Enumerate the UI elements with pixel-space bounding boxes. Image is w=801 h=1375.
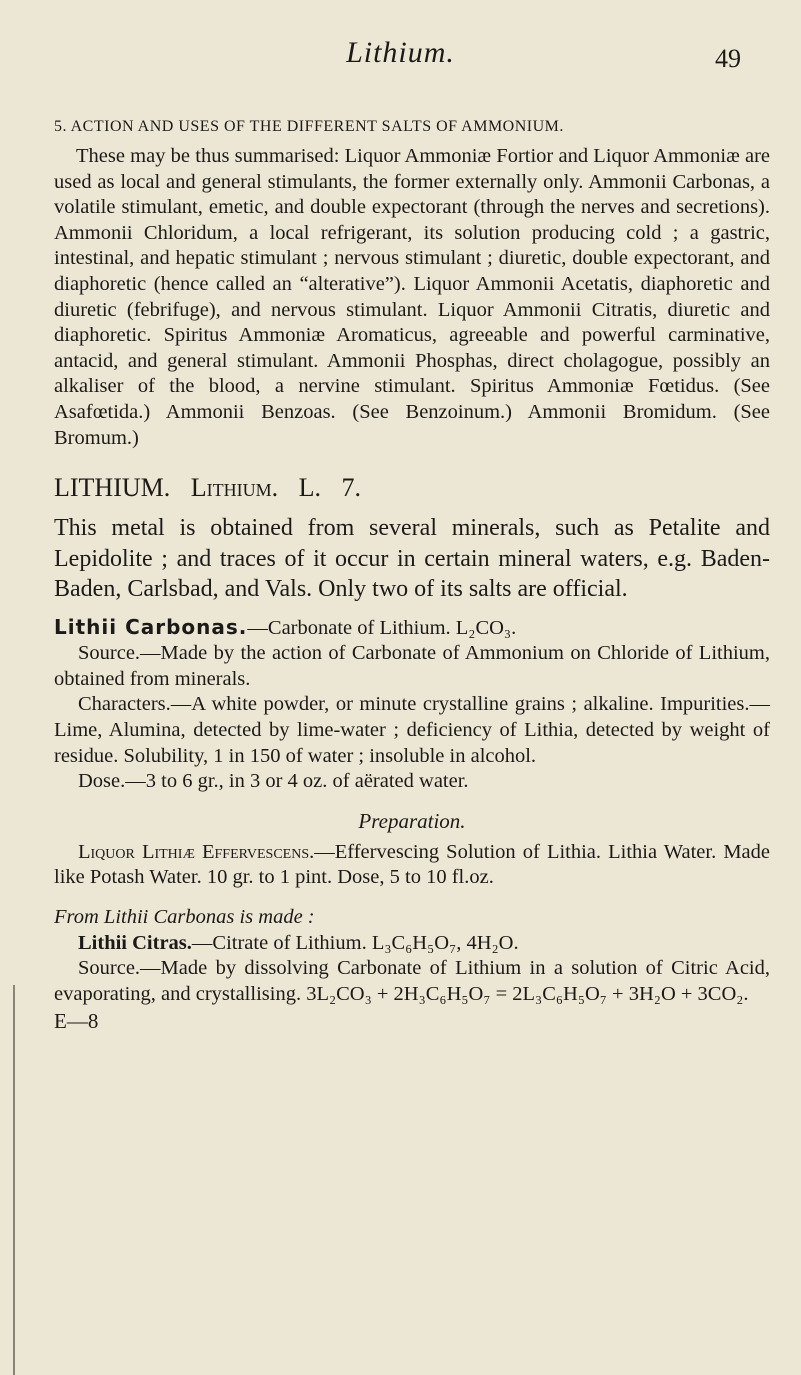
carbonas-dose: Dose.—3 to 6 gr., in 3 or 4 oz. of aërated water.	[78, 770, 469, 793]
lithium-atomic-weight: 7.	[341, 473, 362, 503]
citras-entry	[54, 931, 770, 957]
page-header	[0, 36, 801, 96]
preparation-heading: Preparation.	[358, 808, 466, 833]
binding-edge-line	[13, 985, 15, 1375]
section-heading: 5. ACTION AND USES OF THE DIFFERENT SALTS OF AMMONIUM.	[54, 118, 564, 135]
lithium-name: Lithium.	[190, 473, 279, 503]
citras-source: Source.—Made by dissolving Carbonate of Lithium in a solution of Citric Acid, evaporating, and crystallising. 3L₂CO₃ + 2H₃C₆H₅O₇ = 2L₃C₆H₅O₇ + 3H₂O + 3CO₂.	[54, 957, 770, 1005]
body-text	[54, 118, 770, 1034]
ammonium-salts-summary: These may be thus summarised: Liquor Ammoniæ Fortior and Liquor Ammoniæ are used as local and general stimulants, the former externally only. Ammonii Carbonas, a volatile stimulant, emetic, and double expectorant (through the nerves and secretions). Ammonii Chloridum, a local refrigerant, its solution producing cold ; a gastric, intestinal, and hepatic stimulant ; nervous stimulant ; diuretic, double expectorant, and diaphoretic (hence called an “alterative”). Liquor Ammonii Acetatis, diaphoretic and diuretic (febrifuge), and nervous stimulant. Liquor Ammonii Citratis, diuretic and diaphoretic. Spiritus Ammoniæ Aromaticus, agreeable and powerful carminative, antacid, and general stimulant. Ammonii Phosphas, direct cholagogue, possibly an alkaliser of the blood, a nervine stimulant. Spiritus Ammoniæ Fœtidus. (See Asafœtida.) Ammonii Benzoas. (See Benzoinum.) Ammonii Bromidum. (See Bromum.)	[54, 145, 770, 449]
page-number: 49	[715, 44, 741, 73]
lithium-intro: This metal is obtained from several minerals, such as Petalite and Lepidolite ; and traces of it occur in certain mineral waters, e.g. Baden-Baden, Carlsbad, and Vals. Only two of its salts are official.	[54, 515, 770, 603]
preparation-name: Liquor Lithiæ Effervescens.	[78, 840, 315, 863]
preparation-entry	[54, 840, 770, 891]
carbonas-characters: Characters.—A white powder, or minute crystalline grains ; alkaline. Impurities.—Lime, Alumina, detected by lime-water ; deficiency of Lithia, detected by weight of residue. Solubility, 1 in 150 of water ; insoluble in alcohol.	[54, 693, 770, 767]
citras-title: Lithii Citras.	[78, 931, 192, 954]
carbonas-source: Source.—Made by the action of Carbonate of Ammonium on Chloride of Lithium, obtained from minerals.	[54, 642, 770, 690]
lithium-heading	[54, 473, 770, 503]
signature-mark: E—8	[54, 1009, 99, 1034]
lithium-title: LITHIUM.	[54, 473, 171, 503]
preparation-text: —Effervescing Solution of Lithia. Lithia Water. Made like Potash Water. 10 gr. to 1 pint. Dose, 5 to 10 fl.oz.	[54, 840, 770, 889]
running-title: Lithium.	[346, 36, 455, 69]
citras-description: —Citrate of Lithium. L₃C₆H₅O₇, 4H₂O.	[191, 931, 519, 954]
carbonas-description: —Carbonate of Lithium. L₂CO₃.	[247, 616, 517, 639]
carbonas-entry	[54, 615, 770, 642]
lithium-symbol: L.	[298, 473, 322, 503]
citras-from-line: From Lithii Carbonas is made :	[54, 905, 315, 928]
carbonas-title: Lithii Carbonas.	[54, 614, 248, 639]
